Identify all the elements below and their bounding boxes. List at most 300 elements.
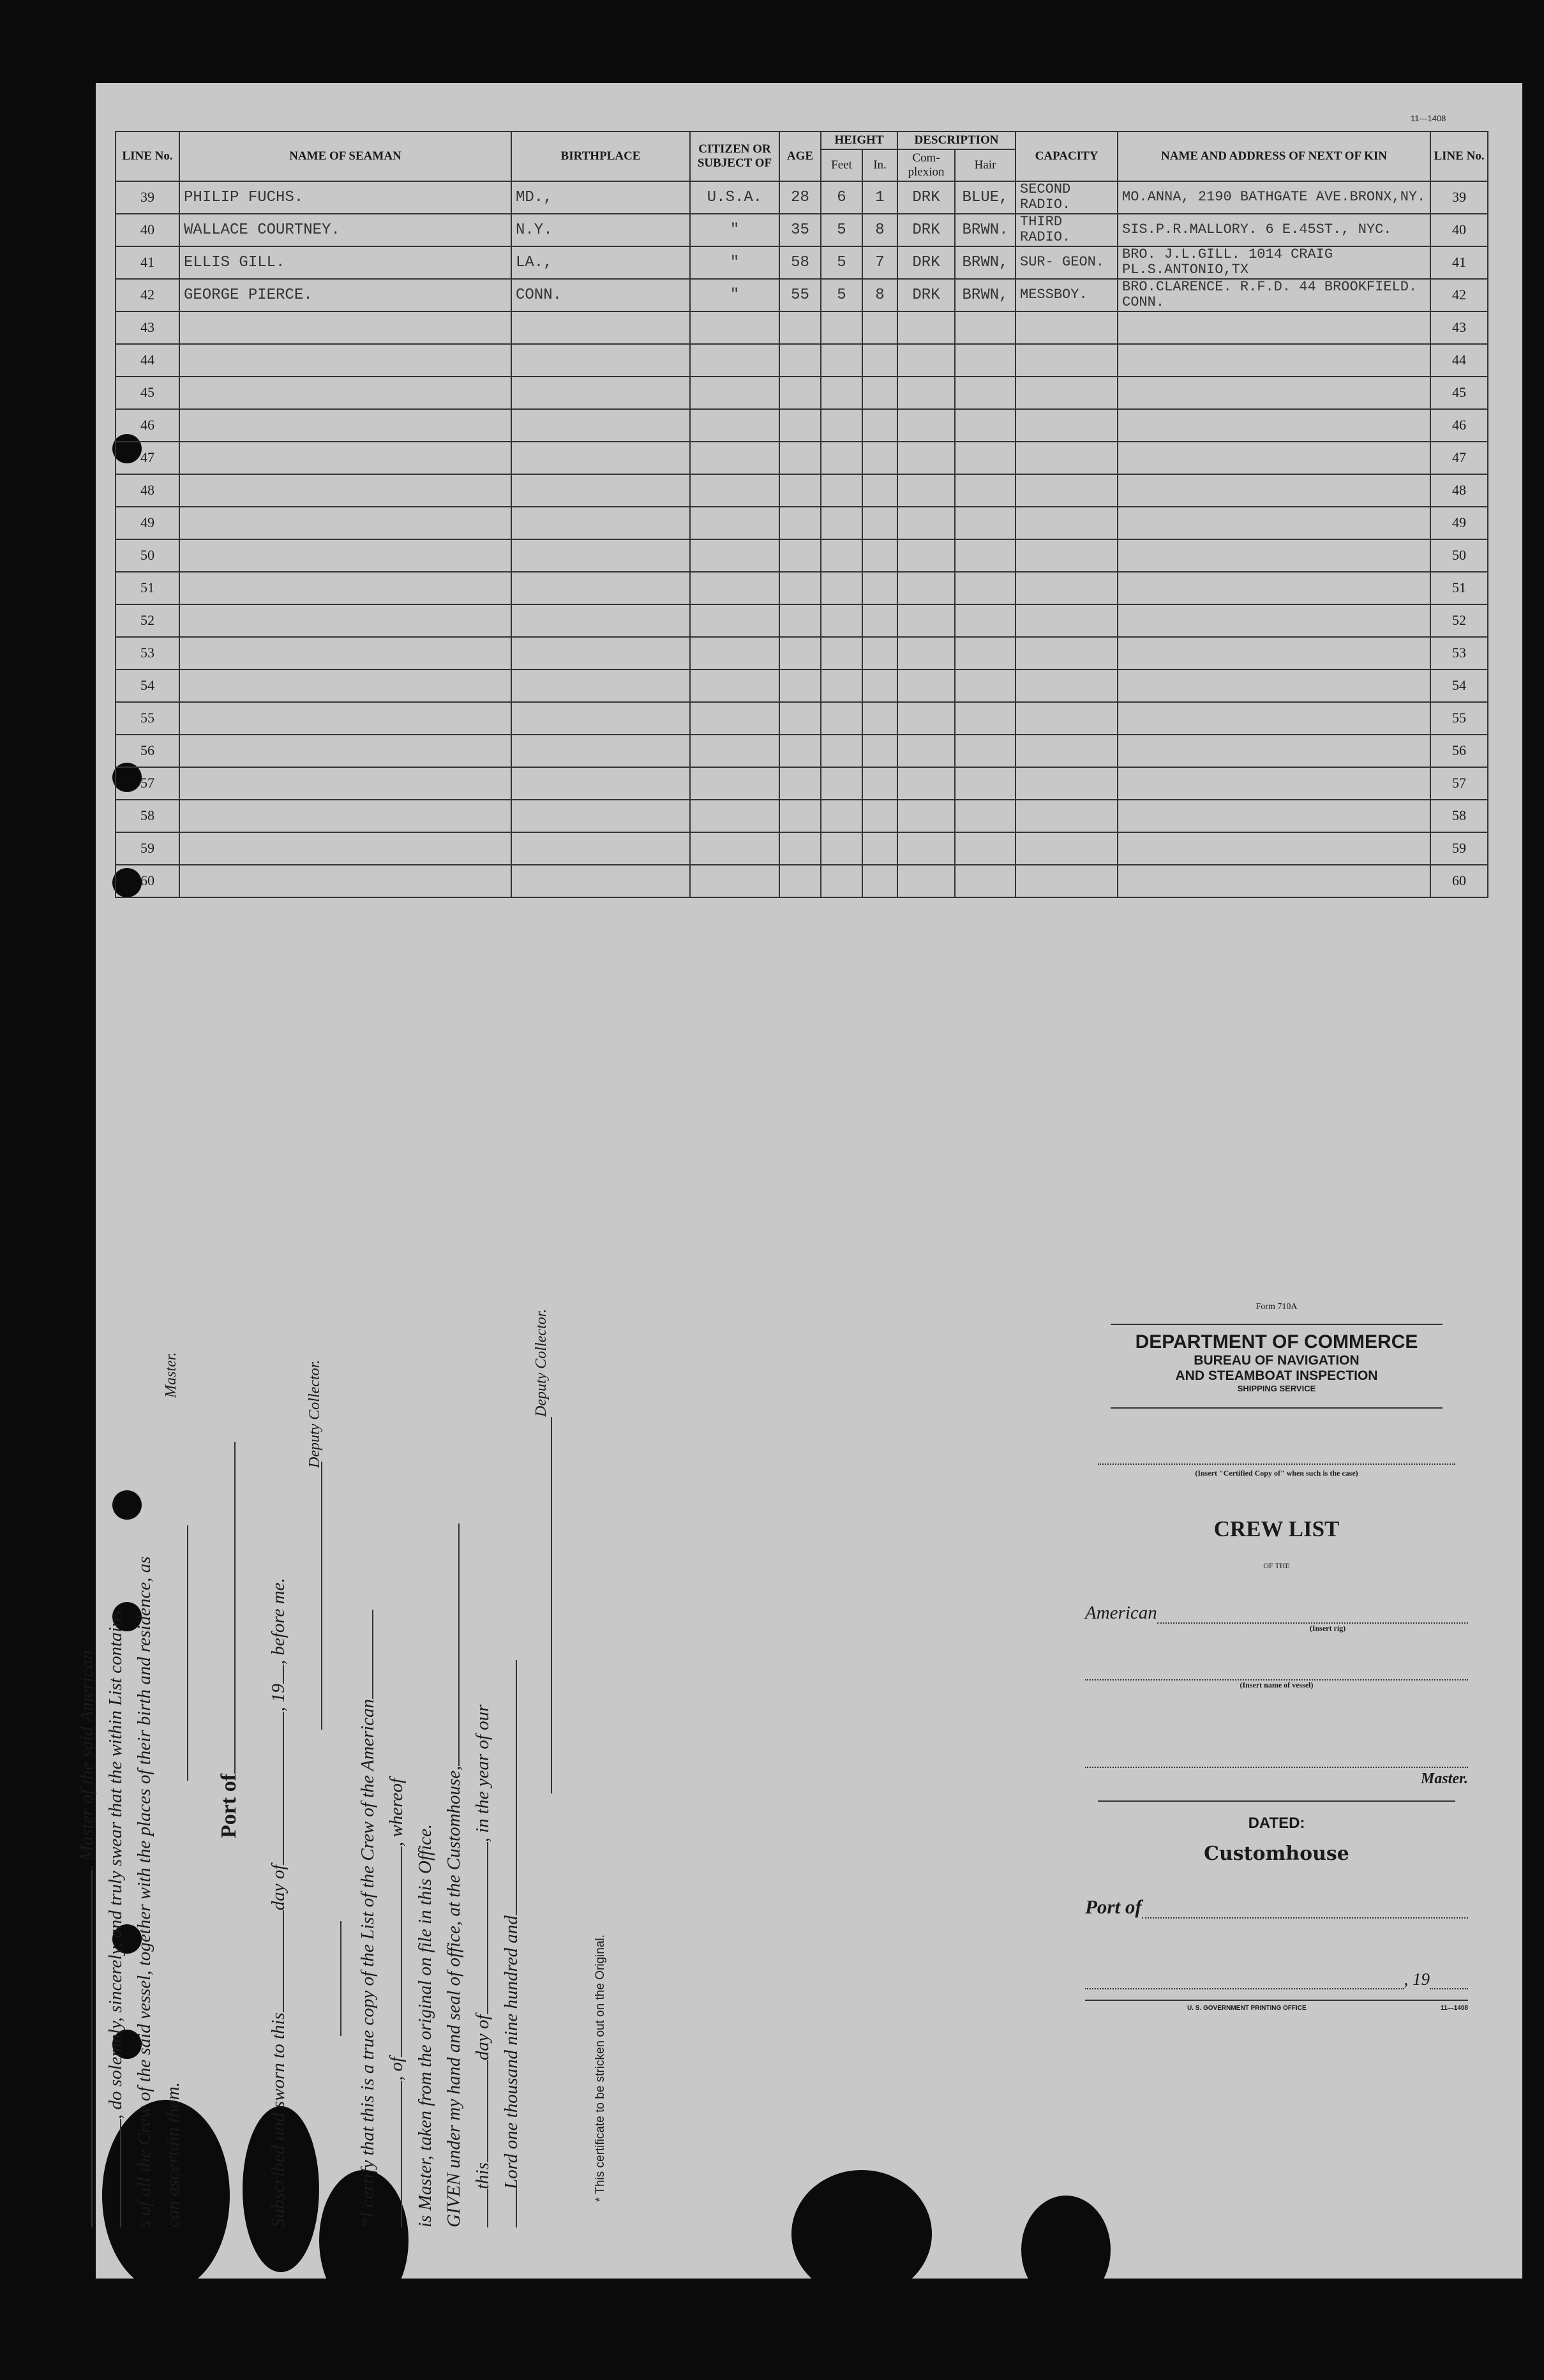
hair-cell: BRWN. (955, 214, 1016, 246)
insert-cert-note: (Insert "Certified Copy of" when such is the case) (1195, 1469, 1358, 1478)
complexion-cell (897, 409, 955, 442)
line-number-cell: 48 (116, 474, 179, 507)
capacity-cell (1016, 507, 1118, 539)
line-number-cell: 54 (116, 670, 179, 702)
next-of-kin-cell (1118, 800, 1430, 832)
age-cell (779, 507, 821, 539)
shipping-service: SHIPPING SERVICE (1237, 1384, 1316, 1393)
next-of-kin-cell: SIS.P.R.MALLORY. 6 E.45ST., NYC. (1118, 214, 1430, 246)
complexion-cell (897, 572, 955, 604)
table-row (116, 377, 1488, 409)
birthplace-cell (511, 474, 690, 507)
birthplace-cell: CONN. (511, 279, 690, 311)
complexion-cell: DRK (897, 279, 955, 311)
height-feet-cell: 5 (821, 214, 862, 246)
line-number-cell: 46 (116, 409, 179, 442)
hair-cell (955, 572, 1016, 604)
citizen-cell (690, 377, 779, 409)
complexion-cell (897, 442, 955, 474)
seaman-name-cell (179, 539, 511, 572)
citizen-cell (690, 637, 779, 670)
line-number-cell: 44 (116, 344, 179, 377)
header-complexion: Com- plexion (897, 149, 955, 181)
age-cell: 55 (779, 279, 821, 311)
birthplace-cell (511, 507, 690, 539)
citizen-cell (690, 865, 779, 897)
hair-cell (955, 539, 1016, 572)
hair-cell (955, 442, 1016, 474)
hair-cell (955, 637, 1016, 670)
line-number-right-cell: 47 (1430, 442, 1488, 474)
birthplace-cell: LA., (511, 246, 690, 279)
height-feet-cell (821, 539, 862, 572)
cert-certify: *I certify that this is a true copy of the List of the Crew of the American (357, 1698, 378, 2227)
citizen-cell (690, 832, 779, 865)
line-number-cell: 55 (116, 702, 179, 735)
age-cell (779, 409, 821, 442)
next-of-kin-cell (1118, 702, 1430, 735)
capacity-cell (1016, 344, 1118, 377)
age-cell (779, 767, 821, 800)
height-feet-cell (821, 637, 862, 670)
back-master: Master. (1420, 1770, 1468, 1787)
citizen-cell (690, 670, 779, 702)
next-of-kin-cell (1118, 604, 1430, 637)
height-feet-cell (821, 800, 862, 832)
complexion-cell (897, 507, 955, 539)
hair-cell (955, 702, 1016, 735)
line-number-right-cell: 49 (1430, 507, 1488, 539)
citizen-cell (690, 311, 779, 344)
line-number-right-cell: 41 (1430, 246, 1488, 279)
seaman-name-cell (179, 507, 511, 539)
hair-cell (955, 767, 1016, 800)
form-number: 11—1408 (1411, 114, 1446, 123)
cert-master: Master. (163, 1352, 179, 1398)
next-of-kin-cell (1118, 409, 1430, 442)
hair-cell (955, 735, 1016, 767)
height-feet-cell: 5 (821, 279, 862, 311)
age-cell (779, 735, 821, 767)
line-number-cell: 51 (116, 572, 179, 604)
cert-given: GIVEN under my hand and seal of office, at the Customhouse, (444, 1765, 464, 2227)
citizen-cell (690, 767, 779, 800)
header-birthplace: BIRTHPLACE (511, 131, 690, 181)
age-cell (779, 800, 821, 832)
citizen-cell (690, 572, 779, 604)
next-of-kin-cell (1118, 539, 1430, 572)
capacity-cell (1016, 474, 1118, 507)
next-of-kin-cell (1118, 507, 1430, 539)
line-number-cell: 49 (116, 507, 179, 539)
line-number-right-cell: 42 (1430, 279, 1488, 311)
seaman-name-cell (179, 377, 511, 409)
seaman-name-cell (179, 702, 511, 735)
complexion-cell (897, 474, 955, 507)
table-row (116, 246, 1488, 279)
height-inches-cell (862, 702, 897, 735)
seaman-name-cell (179, 670, 511, 702)
cert-line3: s of all the Crew of the said vessel, together with the places of their birth and residence, as (134, 1556, 154, 2227)
line-number-cell: 45 (116, 377, 179, 409)
table-row (116, 344, 1488, 377)
seaman-name-cell: PHILIP FUCHS. (179, 181, 511, 214)
citizen-cell (690, 409, 779, 442)
height-inches-cell (862, 344, 897, 377)
seaman-name-cell (179, 865, 511, 897)
capacity-cell (1016, 702, 1118, 735)
table-row (116, 670, 1488, 702)
next-of-kin-cell (1118, 832, 1430, 865)
line-number-cell: 40 (116, 214, 179, 246)
header-next-of-kin: NAME AND ADDRESS OF NEXT OF KIN (1118, 131, 1430, 181)
line-number-cell: 42 (116, 279, 179, 311)
cert-whereof: , whereof (386, 1778, 407, 1846)
height-feet-cell (821, 670, 862, 702)
table-row (116, 800, 1488, 832)
header-citizen: CITIZEN OR SUBJECT OF (690, 131, 779, 181)
capacity-cell: MESSBOY. (1016, 279, 1118, 311)
citizen-cell: U.S.A. (690, 181, 779, 214)
hair-cell (955, 832, 1016, 865)
crew-list-title: CREW LIST (1213, 1516, 1340, 1541)
age-cell: 35 (779, 214, 821, 246)
age-cell (779, 311, 821, 344)
capacity-cell: THIRD RADIO. (1016, 214, 1118, 246)
birthplace-cell (511, 735, 690, 767)
seaman-name-cell: GEORGE PIERCE. (179, 279, 511, 311)
capacity-cell (1016, 767, 1118, 800)
next-of-kin-cell (1118, 865, 1430, 897)
height-feet-cell (821, 507, 862, 539)
next-of-kin-cell (1118, 735, 1430, 767)
complexion-cell (897, 311, 955, 344)
height-feet-cell (821, 442, 862, 474)
header-line-no-right: LINE No. (1430, 131, 1488, 181)
table-row (116, 767, 1488, 800)
capacity-cell (1016, 377, 1118, 409)
next-of-kin-cell (1118, 637, 1430, 670)
next-of-kin-cell (1118, 474, 1430, 507)
header-name: NAME OF SEAMAN (179, 131, 511, 181)
seaman-name-cell (179, 637, 511, 670)
table-row (116, 702, 1488, 735)
height-feet-cell: 5 (821, 246, 862, 279)
height-inches-cell (862, 442, 897, 474)
department-title: DEPARTMENT OF COMMERCE (1135, 1331, 1418, 1352)
hair-cell (955, 377, 1016, 409)
height-inches-cell (862, 409, 897, 442)
birthplace-cell: MD., (511, 181, 690, 214)
height-inches-cell (862, 670, 897, 702)
citizen-cell: " (690, 214, 779, 246)
capacity-cell (1016, 670, 1118, 702)
of-the: OF THE (1263, 1561, 1290, 1570)
age-cell: 58 (779, 246, 821, 279)
next-of-kin-cell: BRO.CLARENCE. R.F.D. 44 BROOKFIELD. CONN. (1118, 279, 1430, 311)
birthplace-cell (511, 702, 690, 735)
complexion-cell (897, 604, 955, 637)
citizen-cell (690, 735, 779, 767)
table-row (116, 409, 1488, 442)
seaman-name-cell (179, 409, 511, 442)
height-feet-cell (821, 865, 862, 897)
complexion-cell (897, 539, 955, 572)
capacity-cell (1016, 539, 1118, 572)
cert-line1: , Master of the said American (77, 1650, 97, 1870)
line-number-right-cell: 57 (1430, 767, 1488, 800)
capacity-cell (1016, 800, 1118, 832)
back-nineteen: , 19 (1404, 1970, 1430, 1989)
height-inches-cell (862, 735, 897, 767)
height-feet-cell: 6 (821, 181, 862, 214)
table-row (116, 832, 1488, 865)
complexion-cell (897, 832, 955, 865)
cert-day-of: day of (268, 1864, 289, 1911)
capacity-cell (1016, 311, 1118, 344)
line-number-cell: 47 (116, 442, 179, 474)
seaman-name-cell (179, 311, 511, 344)
seaman-name-cell: ELLIS GILL. (179, 246, 511, 279)
age-cell (779, 637, 821, 670)
complexion-cell: DRK (897, 181, 955, 214)
line-number-cell: 56 (116, 735, 179, 767)
birthplace-cell (511, 604, 690, 637)
seaman-name-cell (179, 604, 511, 637)
height-inches-cell (862, 572, 897, 604)
complexion-cell (897, 735, 955, 767)
citizen-cell (690, 539, 779, 572)
next-of-kin-cell (1118, 377, 1430, 409)
crew-table (115, 131, 1488, 898)
cert-day-of2: day of (472, 2014, 493, 2061)
back-cover (1085, 1302, 1468, 2012)
cert-deputy1: Deputy Collector. (306, 1359, 323, 1468)
height-feet-cell (821, 702, 862, 735)
line-number-right-cell: 60 (1430, 865, 1488, 897)
hair-cell (955, 604, 1016, 637)
citizen-cell (690, 474, 779, 507)
printing-office: U. S. GOVERNMENT PRINTING OFFICE (1187, 2005, 1307, 2012)
line-number-right-cell: 44 (1430, 344, 1488, 377)
table-row (116, 214, 1488, 246)
line-number-cell: 41 (116, 246, 179, 279)
line-number-cell: 39 (116, 181, 179, 214)
hair-cell: BLUE, (955, 181, 1016, 214)
capacity-cell (1016, 442, 1118, 474)
capacity-cell: SUR- GEON. (1016, 246, 1118, 279)
customhouse-label: Customhouse (1204, 1843, 1349, 1865)
form-label: Form 710A (1255, 1302, 1298, 1312)
birthplace-cell (511, 311, 690, 344)
age-cell (779, 572, 821, 604)
cert-port-of: Port of (217, 1773, 241, 1838)
age-cell (779, 865, 821, 897)
age-cell: 28 (779, 181, 821, 214)
citizen-cell: " (690, 246, 779, 279)
next-of-kin-cell (1118, 344, 1430, 377)
next-of-kin-cell (1118, 767, 1430, 800)
hair-cell (955, 507, 1016, 539)
height-feet-cell (821, 832, 862, 865)
height-inches-cell (862, 767, 897, 800)
birthplace-cell (511, 344, 690, 377)
height-inches-cell: 1 (862, 181, 897, 214)
capacity-cell (1016, 604, 1118, 637)
next-of-kin-cell (1118, 442, 1430, 474)
table-row (116, 637, 1488, 670)
next-of-kin-cell: BRO. J.L.GILL. 1014 CRAIG PL.S.ANTONIO,TX (1118, 246, 1430, 279)
cert-this: this (472, 2162, 493, 2189)
line-number-right-cell: 52 (1430, 604, 1488, 637)
birthplace-cell (511, 670, 690, 702)
hair-cell (955, 344, 1016, 377)
seaman-name-cell (179, 442, 511, 474)
header-capacity: CAPACITY (1016, 131, 1118, 181)
insert-vessel: (Insert name of vessel) (1240, 1680, 1314, 1689)
line-number-cell: 43 (116, 311, 179, 344)
table-row (116, 604, 1488, 637)
cert-lord: Lord one thousand nine hundred and (501, 1915, 521, 2189)
cert-nineteen: , 19 (268, 1684, 289, 1712)
height-inches-cell: 7 (862, 246, 897, 279)
table-row (116, 507, 1488, 539)
header-age: AGE (779, 131, 821, 181)
capacity-cell: SECOND RADIO. (1016, 181, 1118, 214)
table-row (116, 181, 1488, 214)
hair-cell (955, 865, 1016, 897)
height-feet-cell (821, 604, 862, 637)
line-number-right-cell: 58 (1430, 800, 1488, 832)
cert-of: , of (386, 2056, 407, 2081)
height-inches-cell: 8 (862, 279, 897, 311)
line-number-right-cell: 53 (1430, 637, 1488, 670)
birthplace-cell (511, 865, 690, 897)
complexion-cell (897, 377, 955, 409)
next-of-kin-cell (1118, 670, 1430, 702)
age-cell (779, 702, 821, 735)
line-number-right-cell: 45 (1430, 377, 1488, 409)
capacity-cell (1016, 572, 1118, 604)
age-cell (779, 377, 821, 409)
height-inches-cell (862, 539, 897, 572)
hair-cell: BRWN, (955, 246, 1016, 279)
header-description: DESCRIPTION (897, 131, 1016, 149)
header-feet: Feet (821, 149, 862, 181)
capacity-cell (1016, 865, 1118, 897)
birthplace-cell (511, 832, 690, 865)
height-feet-cell (821, 344, 862, 377)
height-inches-cell: 8 (862, 214, 897, 246)
table-row (116, 865, 1488, 897)
complexion-cell (897, 702, 955, 735)
header-height: HEIGHT (821, 131, 897, 149)
height-feet-cell (821, 735, 862, 767)
cert-deputy2: Deputy Collector. (533, 1308, 550, 1417)
citizen-cell (690, 800, 779, 832)
hair-cell (955, 800, 1016, 832)
birthplace-cell (511, 572, 690, 604)
header-inches: In. (862, 149, 897, 181)
birthplace-cell (511, 442, 690, 474)
bureau-line1: BUREAU OF NAVIGATION (1194, 1353, 1360, 1368)
seaman-name-cell (179, 572, 511, 604)
table-row (116, 572, 1488, 604)
hair-cell: BRWN, (955, 279, 1016, 311)
height-inches-cell (862, 604, 897, 637)
next-of-kin-cell (1118, 572, 1430, 604)
capacity-cell (1016, 735, 1118, 767)
seaman-name-cell: WALLACE COURTNEY. (179, 214, 511, 246)
line-number-right-cell: 39 (1430, 181, 1488, 214)
line-number-cell: 52 (116, 604, 179, 637)
line-number-right-cell: 43 (1430, 311, 1488, 344)
citizen-cell: " (690, 279, 779, 311)
age-cell (779, 442, 821, 474)
birthplace-cell (511, 800, 690, 832)
birthplace-cell (511, 409, 690, 442)
header-hair: Hair (955, 149, 1016, 181)
complexion-cell: DRK (897, 214, 955, 246)
seaman-name-cell (179, 474, 511, 507)
complexion-cell (897, 767, 955, 800)
table-row (116, 474, 1488, 507)
table-row (116, 735, 1488, 767)
table-row (116, 279, 1488, 311)
height-inches-cell (862, 507, 897, 539)
citizen-cell (690, 604, 779, 637)
dated-label: DATED: (1248, 1815, 1305, 1832)
line-number-cell: 53 (116, 637, 179, 670)
hair-cell (955, 311, 1016, 344)
citizen-cell (690, 344, 779, 377)
line-number-cell: 57 (116, 767, 179, 800)
height-inches-cell (862, 377, 897, 409)
line-number-right-cell: 51 (1430, 572, 1488, 604)
birthplace-cell (511, 637, 690, 670)
capacity-cell (1016, 409, 1118, 442)
complexion-cell (897, 637, 955, 670)
cert-subscribed: Subscribed and sworn to this (268, 2012, 289, 2227)
hair-cell (955, 474, 1016, 507)
seaman-name-cell (179, 767, 511, 800)
seaman-name-cell (179, 800, 511, 832)
complexion-cell: DRK (897, 246, 955, 279)
line-number-right-cell: 40 (1430, 214, 1488, 246)
age-cell (779, 344, 821, 377)
height-inches-cell (862, 865, 897, 897)
line-number-right-cell: 54 (1430, 670, 1488, 702)
hair-cell (955, 670, 1016, 702)
cert-master-taken: is Master, taken from the original on file in this Office. (415, 1823, 435, 2227)
table-row (116, 442, 1488, 474)
next-of-kin-cell (1118, 311, 1430, 344)
height-inches-cell (862, 832, 897, 865)
insert-rig: (Insert rig) (1309, 1624, 1346, 1633)
line-number-right-cell: 46 (1430, 409, 1488, 442)
seaman-name-cell (179, 344, 511, 377)
cert-in-year: , in the year of our (472, 1704, 493, 1843)
height-feet-cell (821, 572, 862, 604)
height-inches-cell (862, 637, 897, 670)
port-of-label: Port of (1085, 1896, 1142, 1918)
back-form-no: 11—1408 (1441, 2005, 1468, 2012)
age-cell (779, 604, 821, 637)
age-cell (779, 832, 821, 865)
hair-cell (955, 409, 1016, 442)
line-number-right-cell: 59 (1430, 832, 1488, 865)
line-number-cell: 59 (116, 832, 179, 865)
